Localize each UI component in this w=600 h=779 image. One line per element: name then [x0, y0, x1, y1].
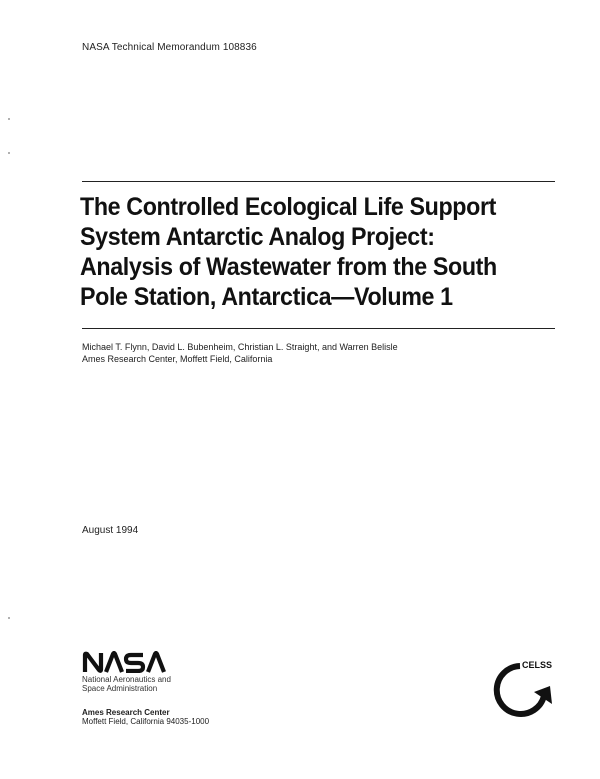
scan-mark	[8, 617, 10, 619]
agency-line-1: National Aeronautics and	[82, 675, 171, 684]
scan-mark	[8, 152, 10, 154]
title-line-1: The Controlled Ecological Life Support	[80, 193, 497, 221]
title-line-2: System Antarctic Analog Project:	[80, 223, 435, 251]
authors: Michael T. Flynn, David L. Bubenheim, Christian L. Straight, and Warren Belisle	[82, 342, 398, 352]
document-title	[80, 192, 526, 312]
celss-label: CELSS	[522, 660, 553, 670]
affiliation: Ames Research Center, Moffett Field, California	[82, 354, 273, 364]
center-block	[82, 708, 209, 726]
agency-line-2: Space Administration	[82, 684, 158, 693]
agency-name	[82, 675, 171, 693]
series-label: NASA Technical Memorandum 108836	[82, 42, 257, 53]
author-block	[82, 341, 398, 365]
center-address: Moffett Field, California 94035-1000	[82, 717, 210, 726]
publication-date: August 1994	[82, 525, 139, 536]
circular-arrow-icon	[486, 660, 566, 722]
bottom-rule	[82, 328, 555, 329]
scan-mark	[8, 118, 10, 120]
title-line-4: Pole Station, Antarctica—Volume 1	[80, 283, 453, 311]
celss-logo	[486, 660, 566, 722]
center-name: Ames Research Center	[82, 708, 170, 717]
top-rule	[82, 181, 555, 182]
title-line-3: Analysis of Wastewater from the South	[80, 253, 497, 281]
nasa-logo	[82, 651, 176, 673]
